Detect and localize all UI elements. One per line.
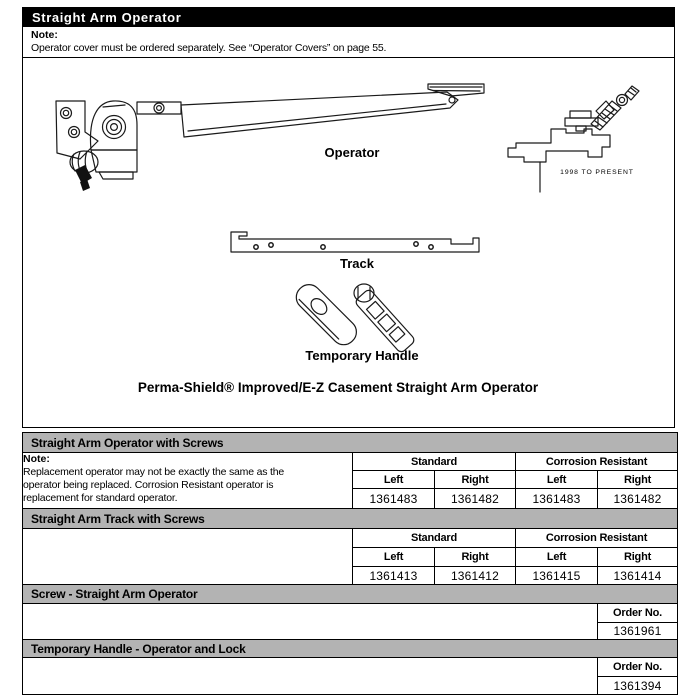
empty-cell bbox=[23, 604, 598, 640]
section-title: Screw - Straight Arm Operator bbox=[23, 585, 678, 604]
part-number: 1361961 bbox=[598, 623, 678, 640]
diagram-caption: Perma-Shield® Improved/E-Z Casement Straight Arm Operator bbox=[137, 380, 539, 395]
track-drawing bbox=[231, 232, 479, 252]
table-row bbox=[23, 529, 678, 548]
group-header-standard: Standard bbox=[353, 453, 516, 471]
temporary-handle-drawing bbox=[291, 280, 415, 354]
section-title: Straight Arm Track with Screws bbox=[23, 509, 678, 529]
section-header-screw bbox=[23, 585, 678, 604]
temporary-handle-label: Temporary Handle bbox=[305, 348, 419, 363]
section-header-operator bbox=[23, 433, 678, 453]
operator-note-cell bbox=[23, 453, 353, 509]
col-header: Left bbox=[353, 471, 435, 489]
section-header-track bbox=[23, 509, 678, 529]
page-title: Straight Arm Operator bbox=[32, 10, 182, 25]
window-cross-section-drawing bbox=[508, 86, 639, 192]
diagram-area bbox=[23, 58, 674, 427]
note-line: Replacement operator may not be exactly the same as the bbox=[23, 466, 284, 478]
group-header-corrosion: Corrosion Resistant bbox=[516, 529, 678, 548]
col-header: Left bbox=[353, 548, 435, 567]
col-header: Right bbox=[598, 471, 678, 489]
order-no-header: Order No. bbox=[598, 658, 678, 677]
part-number: 1361412 bbox=[435, 567, 516, 585]
col-header: Left bbox=[516, 548, 598, 567]
part-number: 1361483 bbox=[516, 489, 598, 509]
diagram-panel bbox=[22, 7, 675, 428]
note-line: replacement for standard operator. bbox=[23, 492, 178, 504]
operator-drawing bbox=[56, 84, 484, 191]
col-header: Right bbox=[435, 548, 516, 567]
part-number: 1361482 bbox=[598, 489, 678, 509]
note-line: operator being replaced. Corrosion Resistant operator is bbox=[23, 479, 274, 491]
section-header-temporary-handle bbox=[23, 640, 678, 658]
section-title: Straight Arm Operator with Screws bbox=[23, 433, 678, 453]
table-row bbox=[23, 604, 678, 623]
part-number: 1361483 bbox=[353, 489, 435, 509]
top-note-text: Operator cover must be ordered separately. See “Operator Covers” on page 55. bbox=[31, 42, 387, 54]
empty-cell bbox=[23, 658, 598, 695]
diagram-canvas bbox=[23, 58, 674, 427]
col-header: Right bbox=[598, 548, 678, 567]
parts-table bbox=[22, 432, 678, 695]
part-number: 1361394 bbox=[598, 677, 678, 695]
section-title: Temporary Handle - Operator and Lock bbox=[23, 640, 678, 658]
note-label: Note: bbox=[23, 453, 50, 465]
order-no-header: Order No. bbox=[598, 604, 678, 623]
track-label: Track bbox=[340, 256, 374, 271]
top-note-label: Note: bbox=[31, 29, 58, 41]
table-row bbox=[23, 453, 678, 471]
operator-label: Operator bbox=[324, 145, 380, 160]
col-header: Left bbox=[516, 471, 598, 489]
table-row bbox=[23, 658, 678, 677]
part-number: 1361482 bbox=[435, 489, 516, 509]
page-title-bar bbox=[23, 8, 674, 27]
col-header: Right bbox=[435, 471, 516, 489]
part-number: 1361413 bbox=[353, 567, 435, 585]
part-number: 1361414 bbox=[598, 567, 678, 585]
group-header-standard: Standard bbox=[353, 529, 516, 548]
top-note-box bbox=[23, 27, 674, 58]
group-header-corrosion: Corrosion Resistant bbox=[516, 453, 678, 471]
part-number: 1361415 bbox=[516, 567, 598, 585]
empty-cell bbox=[23, 529, 353, 585]
era-label: 1998 TO PRESENT bbox=[560, 169, 634, 176]
